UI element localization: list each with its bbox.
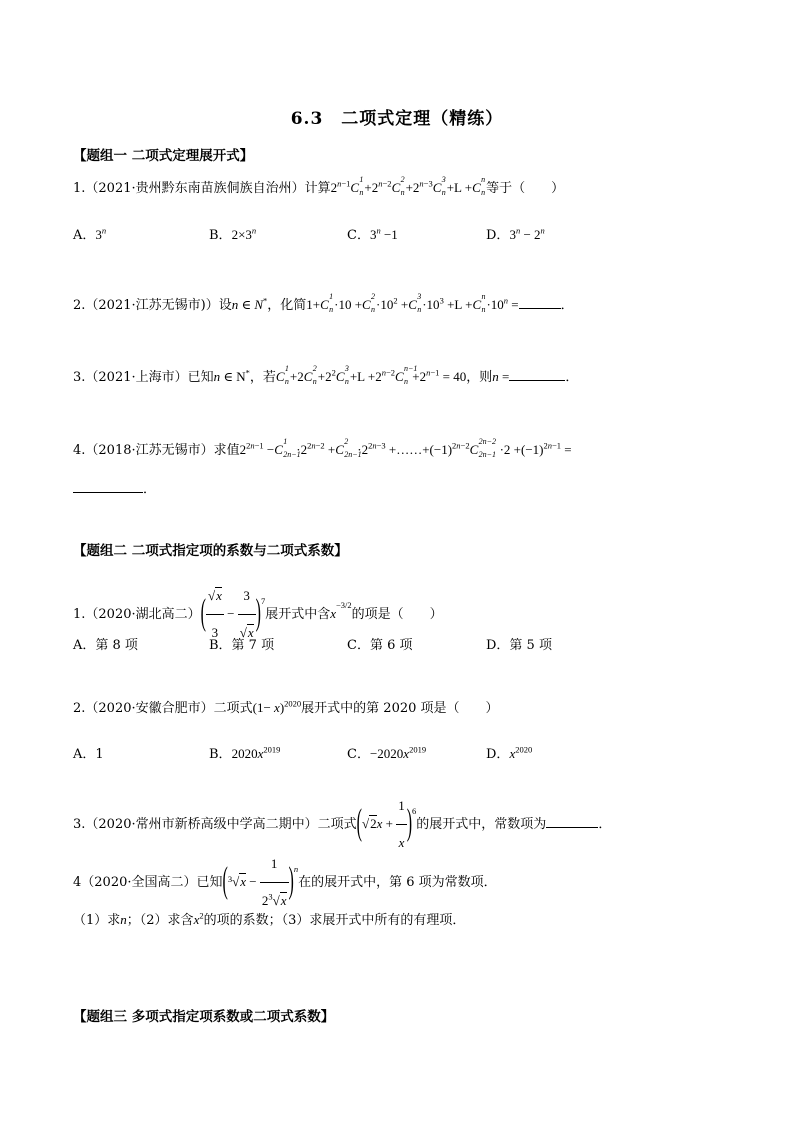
option-1-1-d[interactable]: D．$3^n - 2^n$ [486, 225, 545, 243]
option-2-1-c[interactable]: C．第 6 项 [347, 638, 413, 653]
question-1-4: 4.（2018·江苏无锡市）求值$2^{2n-1} -C$ 1 2n−1 $\cdot 2^{2n-2} +C$ 2 2n−1 $\cdot 2^{2n-3}$ $+\dots\dots+(-1)^{2n-2}C$ 2n−2 2n−1 $\cdot 2 +(-1)^{2n-1}$ = [73, 437, 572, 459]
question-2-3: 3.（2020·常州市新桥高级中学高二期中）二项式(√2x + $\frac{1}{x}$ )$^6$的展开式中，常数项为 ． [73, 788, 611, 861]
option-2-2-c[interactable]: C．$-2020x^{2019}$ [347, 744, 427, 762]
option-1-1-c[interactable]: C．$3^n -1$ [347, 225, 398, 243]
question-2-4-subparts: （1）求n；（2）求含$x^2$的项的系数；（3）求展开式中所有的有理项． [73, 910, 466, 928]
answer-blank-1-4[interactable] [73, 478, 143, 493]
section-heading-1: 【题组一 二项式定理展开式】 [73, 148, 254, 164]
answer-blank-2-3[interactable] [546, 807, 598, 828]
page-title: 6.3 二项式定理（精练） [290, 109, 504, 129]
option-1-1-b[interactable]: B．$2\times 3^n$ [209, 225, 257, 243]
question-1-3: 3.（2021·上海市）已知n ∈ N*，若C 1 n +2C 2 n $+2^2C$ 3 n $+L +2^{n-2}C$ n−1 n $+2^{n-1} = 40$，则n = ． [73, 364, 579, 386]
question-1-4-answer-line: ． [73, 478, 156, 500]
question-1-1: 1.（2021·贵州黔东南苗族侗族自治州）计算$2^{n-1}C$ 1 n $+2^{n-2}C$ 2 n $+2^{n-3}C$ 3 n +L +C n n 等于（ ） [73, 175, 565, 197]
option-2-1-b[interactable]: B．第 7 项 [209, 638, 275, 653]
option-2-1-a[interactable]: A．第 8 项 [73, 638, 138, 653]
option-2-1-d[interactable]: D．第 5 项 [486, 638, 552, 653]
answer-blank-1-2[interactable] [519, 294, 561, 309]
option-2-2-d[interactable]: D．$x^{2020}$ [486, 744, 533, 762]
question-2-2: 2.（2020·安徽合肥市）二项式$(1- x)^{2020}$展开式中的第 2020 项是（ ） [73, 698, 499, 716]
question-2-4: 4（2020·全国高二）已知($^3$√x − $\frac{1}{2^3√x}$ )$^n$在的展开式中，第 6 项为常数项． [73, 846, 497, 919]
question-1-2: 2.（2021·江苏无锡市)）设n ∈ N*，化简1+C 1 n ·10 +C 2 n $\cdot 10^2 +C$ 3 n $\cdot 10^3 +L +C$ n n $\cdot 10^n$ = ． [73, 292, 574, 314]
section-heading-3: 【题组三 多项式指定项系数或二项式系数】 [73, 1009, 335, 1025]
option-2-2-b[interactable]: B．$2020x^{2019}$ [209, 744, 281, 762]
section-heading-2: 【题组二 二项式指定项的系数与二项式系数】 [73, 543, 348, 559]
option-1-1-a[interactable]: A．3$^n$ [73, 225, 107, 243]
answer-blank-1-3[interactable] [509, 366, 565, 381]
question-2-1: 1.（2020·湖北高二）( $\frac{√x}{3}$ − $\frac{3}{√x}$ )$^7$展开式中含$x^{-3/2}$的项是（ ） [73, 578, 443, 651]
option-2-2-a[interactable]: A．1 [73, 747, 104, 762]
